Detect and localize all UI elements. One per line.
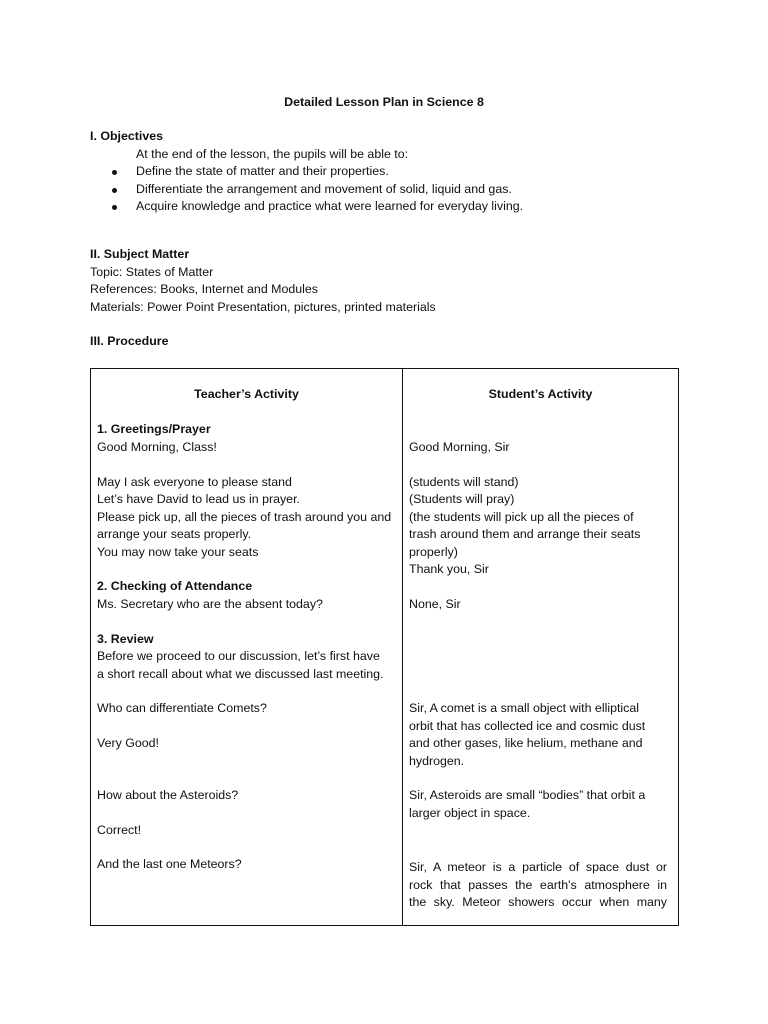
- teacher-line: Before we proceed to our discussion, let’s first have: [97, 649, 380, 663]
- student-activity-column: [403, 369, 679, 926]
- document-title: Detailed Lesson Plan in Science 8: [284, 95, 484, 109]
- student-line: properly): [409, 545, 458, 559]
- objectives-heading: I. Objectives: [90, 129, 164, 143]
- bullet-icon: [112, 170, 117, 175]
- teacher-activity-header: Teacher’s Activity: [194, 387, 299, 401]
- student-line: (the students will pick up all the pieces of: [409, 510, 634, 524]
- references-line: References: Books, Internet and Modules: [90, 282, 318, 296]
- student-line: Thank you, Sir: [409, 562, 489, 576]
- student-line: Sir, A comet is a small object with elliptical: [409, 701, 640, 715]
- teacher-line: 3. Review: [97, 632, 154, 646]
- teacher-line: 1. Greetings/Prayer: [97, 422, 211, 436]
- student-line: trash around them and arrange their seats: [409, 527, 641, 541]
- teacher-line: Let’s have David to lead us in prayer.: [97, 492, 300, 506]
- subject-matter-heading: II. Subject Matter: [90, 247, 190, 261]
- objective-item: Define the state of matter and their properties.: [90, 163, 678, 181]
- teacher-line: Please pick up, all the pieces of trash around you and: [97, 510, 392, 524]
- objectives-intro: At the end of the lesson, the pupils will be able to:: [136, 146, 409, 161]
- student-line: (students will stand): [409, 475, 519, 489]
- student-line: hydrogen.: [409, 754, 465, 768]
- student-line: larger object in space.: [409, 806, 531, 820]
- student-line: and other gases, like helium, methane and: [409, 736, 643, 750]
- student-line: orbit that has collected ice and cosmic dust: [409, 719, 646, 733]
- student-activity-header: Student’s Activity: [488, 387, 593, 401]
- teacher-line: And the last one Meteors?: [97, 857, 242, 871]
- teacher-line: May I ask everyone to please stand: [97, 475, 292, 489]
- student-line: Sir, A meteor is a particle of space dust or: [409, 860, 667, 874]
- teacher-line: Ms. Secretary who are the absent today?: [97, 597, 323, 611]
- teacher-line: 2. Checking of Attendance: [97, 579, 253, 593]
- procedure-heading: III. Procedure: [90, 334, 169, 348]
- bullet-icon: [112, 188, 117, 193]
- teacher-line: Who can differentiate Comets?: [97, 701, 267, 715]
- teacher-line: Correct!: [97, 823, 142, 837]
- subject-matter-section: [90, 246, 678, 316]
- student-line: Good Morning, Sir: [409, 440, 510, 454]
- teacher-line: a short recall about what we discussed last meeting.: [97, 667, 384, 681]
- student-line: rock that passes the earth's atmosphere in: [409, 878, 667, 892]
- teacher-line: Very Good!: [97, 736, 159, 750]
- teacher-activity-column: [91, 369, 403, 926]
- procedure-table: [90, 368, 679, 926]
- objectives-list: [90, 163, 678, 216]
- teacher-line: Good Morning, Class!: [97, 440, 217, 454]
- student-line: Sir, Asteroids are small “bodies” that orbit a: [409, 788, 646, 802]
- objective-item: Acquire knowledge and practice what were learned for everyday living.: [90, 198, 678, 216]
- objective-item: Differentiate the arrangement and movement of solid, liquid and gas.: [90, 181, 678, 199]
- student-line: the sky. Meteor showers occur when many: [409, 895, 667, 909]
- teacher-line: arrange your seats properly.: [97, 527, 252, 541]
- objectives-section: [90, 128, 678, 216]
- materials-line: Materials: Power Point Presentation, pictures, printed materials: [90, 299, 436, 314]
- bullet-icon: [112, 205, 117, 210]
- student-line: (Students will pray): [409, 492, 515, 506]
- student-line: None, Sir: [409, 597, 461, 611]
- teacher-line: You may now take your seats: [97, 545, 259, 559]
- teacher-line: How about the Asteroids?: [97, 788, 239, 802]
- topic-line: Topic: States of Matter: [90, 264, 214, 279]
